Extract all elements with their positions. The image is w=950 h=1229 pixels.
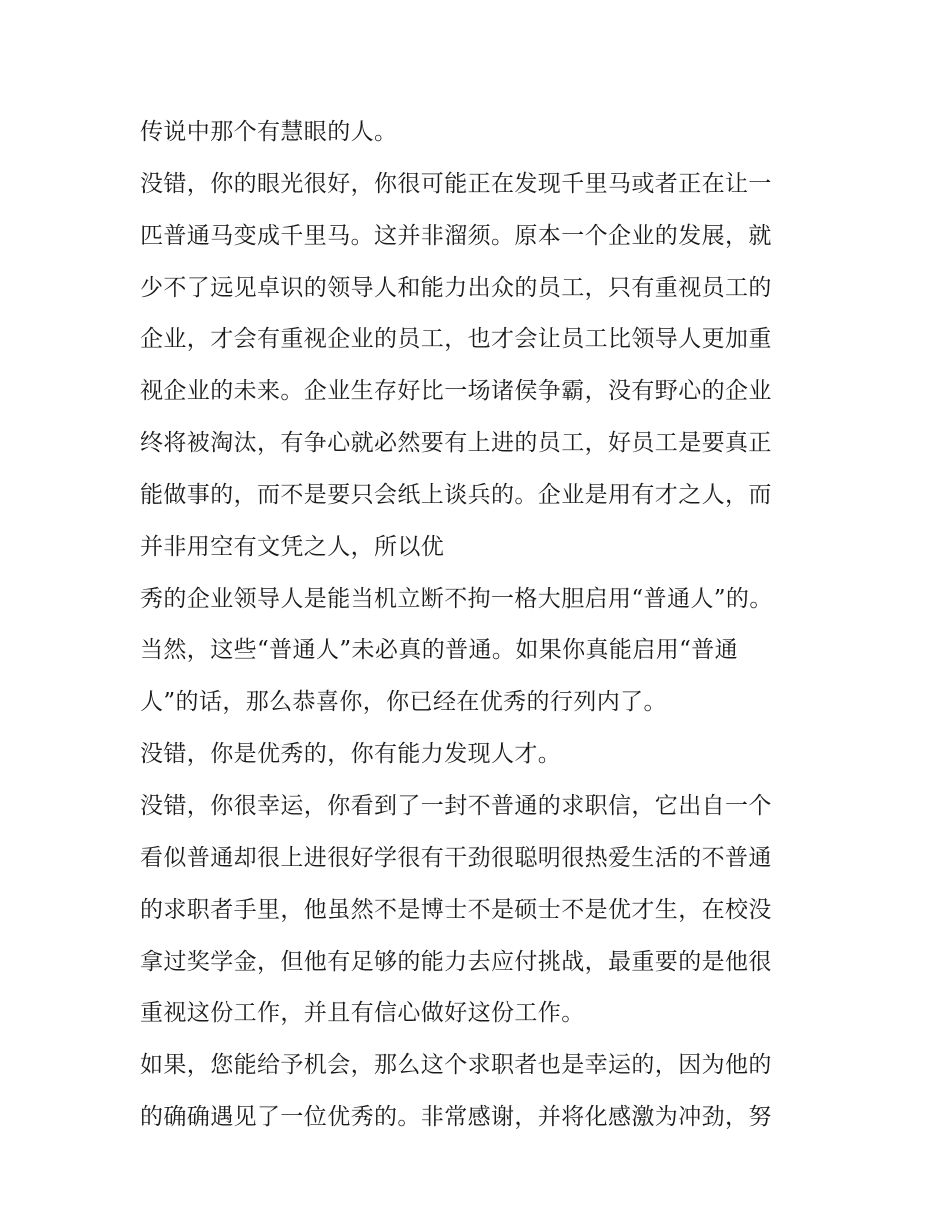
text-line: 的确确遇见了一位优秀的。非常感谢，并将化感激为冲劲，努 <box>140 1104 772 1131</box>
text-line: 没错，你的眼光很好，你很可能正在发现千里马或者正在让一 <box>140 170 772 197</box>
document-body <box>140 107 820 1144</box>
text-line: 视企业的未来。企业生存好比一场诸侯争霸，没有野心的企业 <box>140 378 772 405</box>
text-line: 终将被淘汰，有争心就必然要有上进的员工，好员工是要真正 <box>140 430 772 457</box>
text-line: 重视这份工作，并且有信心做好这份工作。 <box>140 1000 585 1027</box>
text-line: 传说中那个有慧眼的人。 <box>140 119 398 145</box>
text-line: 企业，才会有重视企业的员工，也才会让员工比领导人更加重 <box>140 326 772 353</box>
text-line: 当然，这些“普通人”未必真的普通。如果你真能启用“普通 <box>140 637 739 664</box>
text-line: 如果，您能给予机会，那么这个求职者也是幸运的，因为他的 <box>140 1052 772 1079</box>
text-line: 秀的企业领导人是能当机立断不拘一格大胆启用“普通人”的。 <box>140 585 773 612</box>
text-line: 看似普通却很上进很好学很有干劲很聪明很热爱生活的不普通 <box>140 844 772 871</box>
text-line: 拿过奖学金，但他有足够的能力去应付挑战，最重要的是他很 <box>140 948 772 975</box>
text-line: 并非用空有文凭之人，所以优 <box>140 533 445 560</box>
text-line: 少不了远见卓识的领导人和能力出众的员工，只有重视员工的 <box>140 274 772 301</box>
text-line: 的求职者手里，他虽然不是博士不是硕士不是优才生，在校没 <box>140 896 772 923</box>
text-line: 没错，你很幸运，你看到了一封不普通的求职信，它出自一个 <box>140 792 772 819</box>
text-line: 人”的话，那么恭喜你，你已经在优秀的行列内了。 <box>140 689 667 716</box>
text-line: 能做事的，而不是要只会纸上谈兵的。企业是用有才之人，而 <box>140 481 772 508</box>
text-line: 匹普通马变成千里马。这并非溜须。原本一个企业的发展，就 <box>140 222 772 249</box>
text-line: 没错，你是优秀的，你有能力发现人才。 <box>140 741 562 768</box>
